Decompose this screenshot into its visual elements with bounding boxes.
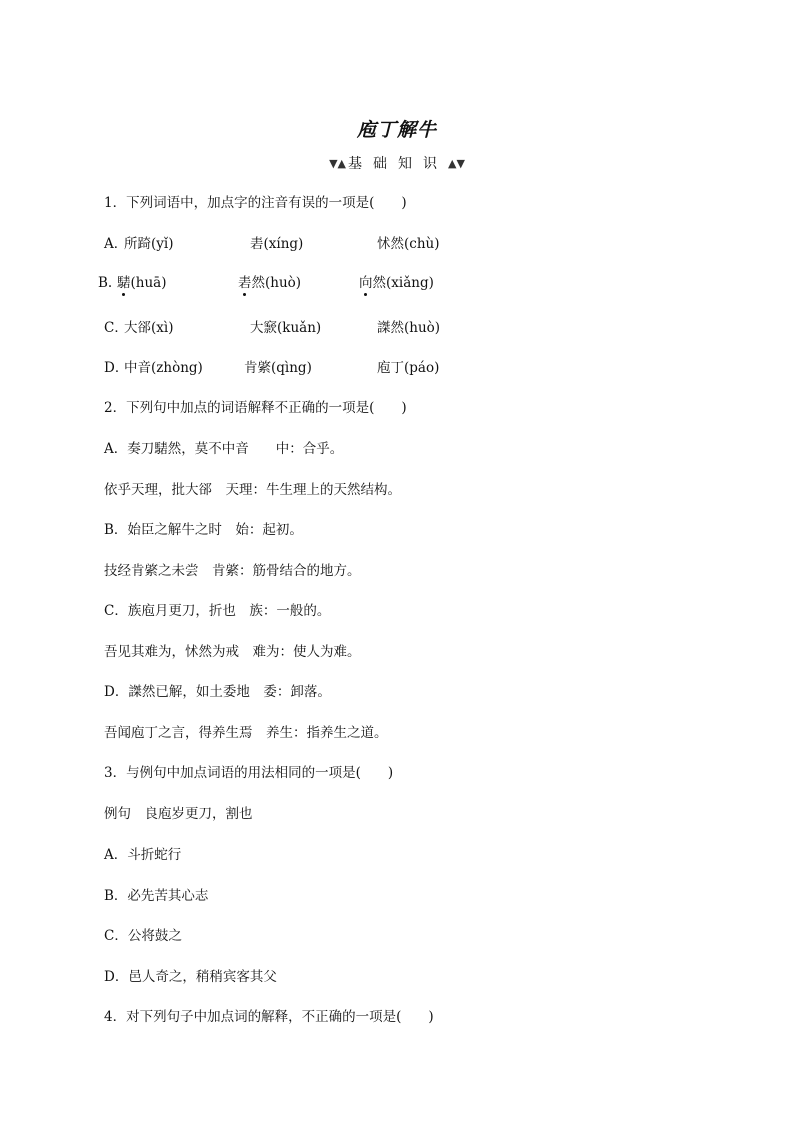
- question-2-line: D．謋然已解，如土委地 委：卸落。: [104, 684, 331, 700]
- option-label: B.: [98, 275, 113, 291]
- option-word-3: 庖丁(páo): [377, 360, 440, 376]
- question-3-example: 例句 良庖岁更刀，割也: [104, 806, 253, 822]
- triangle-up-icon: ▲: [337, 157, 346, 170]
- question-3-stem: 3．与例句中加点词语的用法相同的一项是( ): [104, 765, 394, 781]
- option-label: C．: [104, 320, 128, 336]
- section-heading: [0, 153, 794, 173]
- triangle-down-icon: ▼: [456, 157, 465, 170]
- option-word-1: 所踦(yǐ): [124, 236, 174, 252]
- option-word-2: 大窾(kuǎn): [250, 320, 322, 336]
- question-2-line: 吾见其难为，怵然为戒 难为：使人为难。: [104, 644, 361, 660]
- option-word-1: 大郤(xì): [124, 320, 174, 336]
- question-2-line: A．奏刀騞然，莫不中音 中：合乎。: [104, 441, 344, 457]
- pinyin: 然(xiǎng): [372, 275, 434, 291]
- option-label: D．: [104, 360, 129, 376]
- option-word-2: 砉(xíng): [250, 236, 304, 252]
- question-2-line: 技经肯綮之未尝 肯綮：筋骨结合的地方。: [104, 563, 361, 579]
- dotted-char: 向: [359, 275, 373, 291]
- question-3-option: A．斗折蛇行: [104, 847, 182, 863]
- triangle-down-icon: ▼: [329, 157, 338, 170]
- option-word-3: 怵然(chù): [377, 236, 440, 252]
- question-3-option: D．邑人奇之，稍稍宾客其父: [104, 969, 277, 985]
- question-2-line: C．族庖月更刀，折也 族：一般的。: [104, 603, 331, 619]
- option-label: A．: [104, 236, 128, 252]
- question-3-option: C．公将鼓之: [104, 928, 182, 944]
- question-3-option: B．必先苦其心志: [104, 888, 209, 904]
- question-4-stem: 4．对下列句子中加点词的解释，不正确的一项是( ): [104, 1009, 434, 1025]
- question-2-line: 依乎天理，批大郤 天理：牛生理上的天然结构。: [104, 482, 401, 498]
- pinyin: (huā): [130, 275, 167, 291]
- dotted-char: 砉: [238, 275, 252, 291]
- triangle-up-icon: ▲: [448, 157, 457, 170]
- option-word-2: 肯綮(qìng): [244, 360, 312, 376]
- question-2-stem: 2．下列句中加点的词语解释不正确的一项是( ): [104, 400, 407, 416]
- pinyin: 然(huò): [251, 275, 302, 291]
- question-1-stem: 1．下列词语中，加点字的注音有误的一项是( ): [104, 195, 407, 211]
- page-title: 庖丁解牛: [356, 119, 437, 141]
- dotted-char: 騞: [117, 275, 131, 291]
- section-label: 基础知识: [348, 156, 448, 172]
- question-2-line: B．始臣之解牛之时 始：起初。: [104, 522, 303, 538]
- option-word-3: 謋然(huò): [377, 320, 441, 336]
- question-2-line: 吾闻庖丁之言，得养生焉 养生：指养生之道。: [104, 725, 388, 741]
- option-word-1: 中音(zhòng): [124, 360, 203, 376]
